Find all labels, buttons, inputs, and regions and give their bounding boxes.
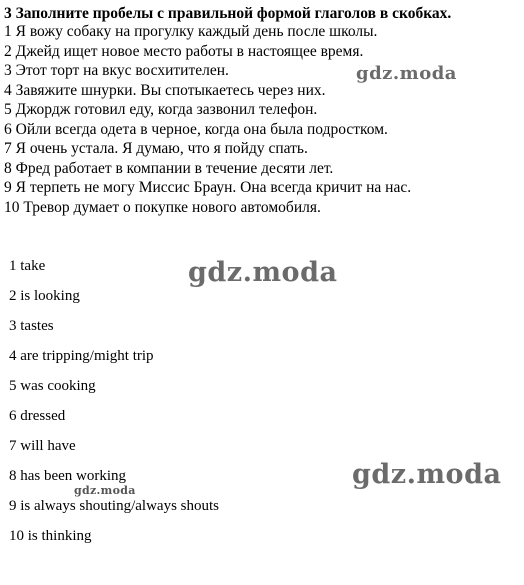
answer-item: 8 has been working	[9, 468, 127, 484]
answer-item: 9 is always shouting/always shouts	[9, 498, 219, 514]
task-heading: 3 Заполните пробелы с правильной формой глаголов в скобках.	[4, 5, 452, 22]
answer-item: 10 is thinking	[9, 528, 92, 544]
answer-item: 2 is looking	[9, 288, 80, 304]
sentence-item: 2 Джейд ищет новое место работы в настоящее время.	[4, 42, 364, 60]
watermark-small-top: gdz.moda	[356, 63, 457, 84]
sentence-item: 9 Я терпеть не могу Миссис Браун. Она всегда кричит на нас.	[4, 179, 412, 196]
sentence-item: 7 Я очень устала. Я думаю, что я пойду спать.	[4, 140, 308, 157]
answer-item: 5 was cooking	[9, 378, 96, 394]
sentence-item: 5 Джордж готовил еду, когда зазвонил телефон.	[4, 101, 318, 118]
watermark-large-center: gdz.moda	[188, 257, 338, 288]
answer-item: 6 dressed	[9, 408, 66, 424]
answer-item: 7 will have	[9, 438, 76, 454]
answer-item: 4 are tripping/might trip	[9, 348, 154, 364]
sentence-item: 10 Тревор думает о покупке нового автомобиля.	[4, 198, 321, 216]
sentence-list	[4, 22, 411, 217]
watermark-large-bottom: gdz.moda	[352, 459, 502, 490]
answer-item: 1 take	[9, 258, 46, 274]
sentence-item: 4 Завяжите шнурки. Вы спотыкаетесь через них.	[4, 81, 326, 99]
answer-list	[9, 258, 219, 558]
sentence-item: 6 Ойли всегда одета в черное, когда она была подростком.	[4, 120, 388, 138]
watermark-tiny: gdz.moda	[74, 484, 136, 497]
sentence-item: 1 Я вожу собаку на прогулку каждый день после школы.	[4, 23, 378, 40]
sentence-item: 8 Фред работает в компании в течение десяти лет.	[4, 159, 334, 177]
answer-item: 3 tastes	[9, 318, 54, 334]
sentence-item: 3 Этот торт на вкус восхитителен.	[4, 62, 229, 79]
